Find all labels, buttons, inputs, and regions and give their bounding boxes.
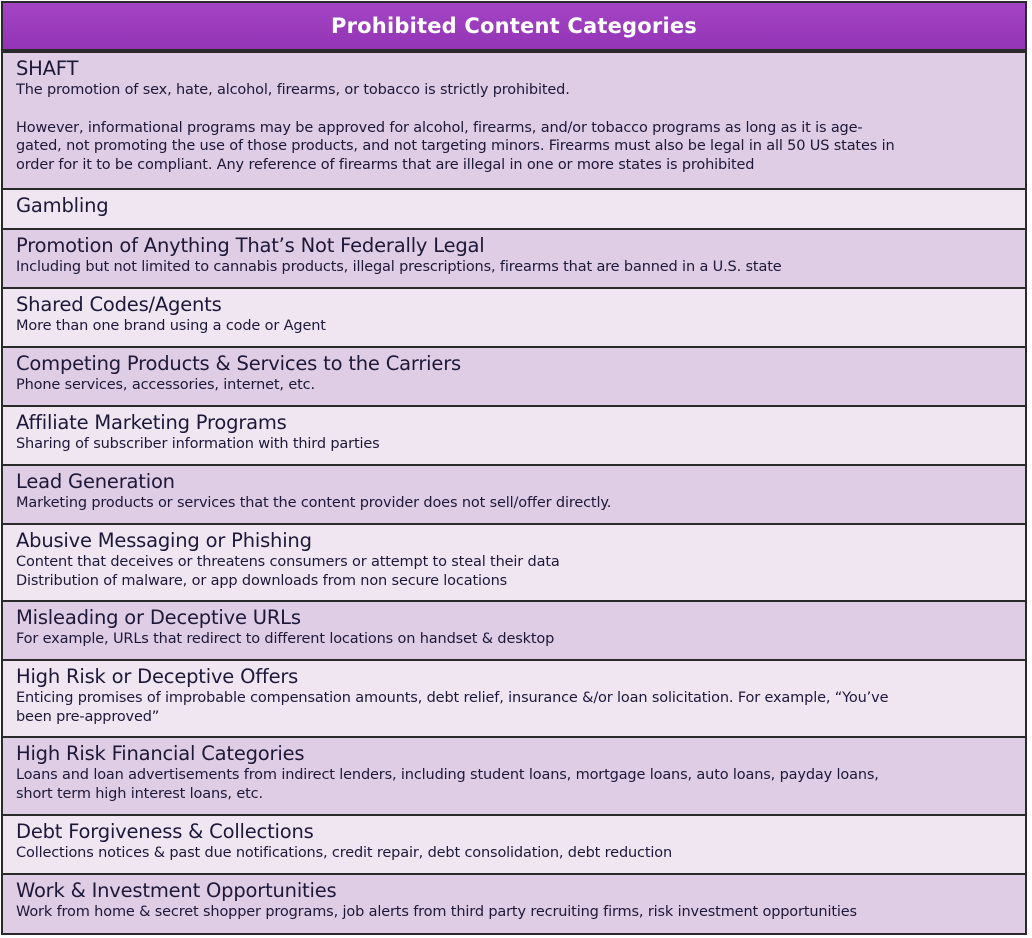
row-description: Sharing of subscriber information with third parties [16, 436, 380, 452]
row-competing-products [3, 348, 1025, 407]
row-abusive-messaging [3, 525, 1025, 602]
paragraph-gap [16, 100, 1012, 119]
row-lead-generation [3, 466, 1025, 525]
row-description: For example, URLs that redirect to different locations on handset & desktop [16, 631, 555, 647]
row-description: Work from home & secret shopper programs, job alerts from third party recruiting firms, risk investment opportunities [16, 904, 857, 920]
row-description: Marketing products or services that the content provider does not sell/offer directly. [16, 495, 612, 511]
row-title: Shared Codes/Agents [16, 293, 222, 316]
row-debt-forgiveness [3, 816, 1025, 875]
row-description: Including but not limited to cannabis products, illegal prescriptions, firearms that are banned in a U.S. state [16, 259, 782, 275]
row-high-risk-offers [3, 661, 1025, 738]
row-description: Collections notices & past due notifications, credit repair, debt consolidation, debt reduction [16, 845, 673, 861]
row-description: Enticing promises of improbable compensation amounts, debt relief, insurance &/or loan solicitation. For example, “You’ve been pre-approved” [16, 690, 889, 725]
row-misleading-urls [3, 602, 1025, 661]
row-title: Lead Generation [16, 470, 175, 493]
row-affiliate-marketing [3, 407, 1025, 466]
table-title: Prohibited Content Categories [331, 14, 697, 38]
row-title: Work & Investment Opportunities [16, 879, 337, 902]
row-work-investment [3, 875, 1025, 933]
row-description: The promotion of sex, hate, alcohol, firearms, or tobacco is strictly prohibited. [16, 82, 570, 98]
row-title: SHAFT [16, 57, 79, 80]
row-title: Debt Forgiveness & Collections [16, 820, 314, 843]
row-high-risk-financial [3, 738, 1025, 816]
row-title: Gambling [16, 194, 109, 217]
row-title: Abusive Messaging or Phishing [16, 529, 312, 552]
row-description: Loans and loan advertisements from indirect lenders, including student loans, mortgage loans, auto loans, payday loans, short term high interest loans, etc. [16, 767, 879, 802]
row-shaft [3, 53, 1025, 190]
prohibited-content-table [1, 1, 1027, 935]
row-title: Competing Products & Services to the Carriers [16, 352, 461, 375]
table-header [3, 3, 1025, 53]
row-title: High Risk Financial Categories [16, 742, 305, 765]
row-title: Affiliate Marketing Programs [16, 411, 287, 434]
row-not-federally-legal [3, 230, 1025, 289]
row-shared-codes [3, 289, 1025, 348]
row-description: More than one brand using a code or Agent [16, 318, 326, 334]
row-description: Phone services, accessories, internet, etc. [16, 377, 315, 393]
row-description: Content that deceives or threatens consumers or attempt to steal their data Distribution of malware, or app downloads from non secure locations [16, 554, 560, 589]
row-description-secondary: However, informational programs may be approved for alcohol, firearms, and/or tobacco programs as long as it is age- gated, not promoting the use of those products, and not targeting minors. Firearms must also be legal in all 50 US states in order for it to be compliant. Any reference of firearms that are illegal in one or more states is prohibited [16, 119, 895, 173]
row-title: High Risk or Deceptive Offers [16, 665, 299, 688]
row-title: Promotion of Anything That’s Not Federally Legal [16, 234, 485, 257]
row-title: Misleading or Deceptive URLs [16, 606, 301, 629]
row-gambling [3, 190, 1025, 230]
